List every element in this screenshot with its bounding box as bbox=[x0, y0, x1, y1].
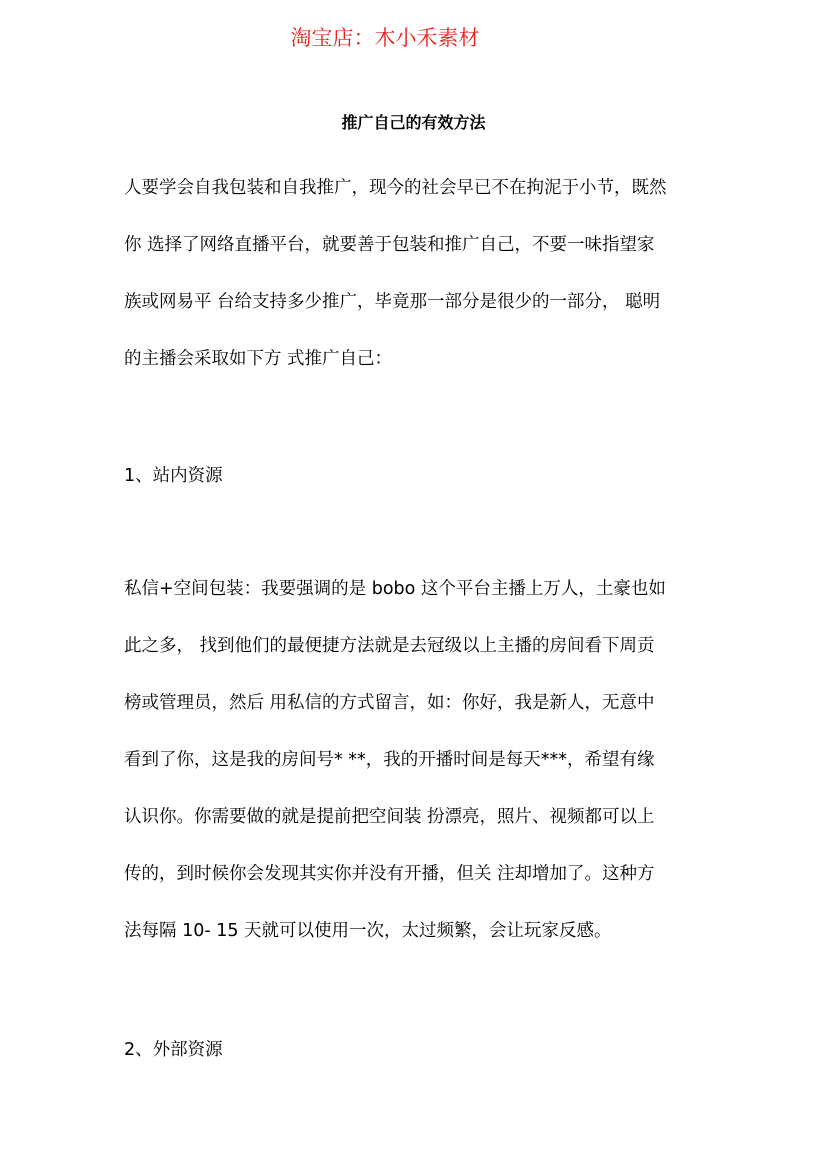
paragraph-line: 族或网易平 台给支持多少推广，毕竟那一部分是很少的一部分， 聪明 bbox=[124, 292, 661, 312]
document-title: 推广自己的有效方法 bbox=[341, 113, 486, 132]
shop-banner: 淘宝店：木小禾素材 bbox=[290, 26, 480, 50]
paragraph-line: 榜或管理员，然后 用私信的方式留言，如：你好，我是新人，无意中 bbox=[124, 693, 655, 713]
paragraph-line: 看到了你，这是我的房间号* **，我的开播时间是每天***，希望有缘 bbox=[124, 750, 655, 770]
paragraph-line: 法每隔 10- 15 天就可以使用一次，太过频繁，会让玩家反感。 bbox=[124, 921, 612, 941]
paragraph-line: 认识你。你需要做的就是提前把空间装 扮漂亮，照片、视频都可以上 bbox=[124, 807, 655, 827]
paragraph-line: 你 选择了网络直播平台，就要善于包装和推广自己，不要一味指望家 bbox=[124, 235, 655, 255]
paragraph-line: 的主播会采取如下方 式推广自己： bbox=[124, 349, 393, 369]
section1-paragraph bbox=[124, 561, 724, 960]
paragraph-line: 传的，到时候你会发现其实你并没有开播，但关 注却增加了。这种方 bbox=[124, 864, 655, 884]
paragraph-line: 此之多， 找到他们的最便捷方法就是去冠级以上主播的房间看下周贡 bbox=[124, 636, 655, 656]
paragraph-line: 人要学会自我包装和自我推广，现今的社会早已不在拘泥于小节，既然 bbox=[124, 178, 667, 198]
section-heading-1: 1、站内资源 bbox=[124, 466, 223, 486]
intro-paragraph bbox=[124, 160, 724, 388]
paragraph-line: 私信+空间包装：我要强调的是 bobo 这个平台主播上万人，土豪也如 bbox=[124, 579, 666, 599]
section-heading-2: 2、外部资源 bbox=[124, 1040, 223, 1060]
